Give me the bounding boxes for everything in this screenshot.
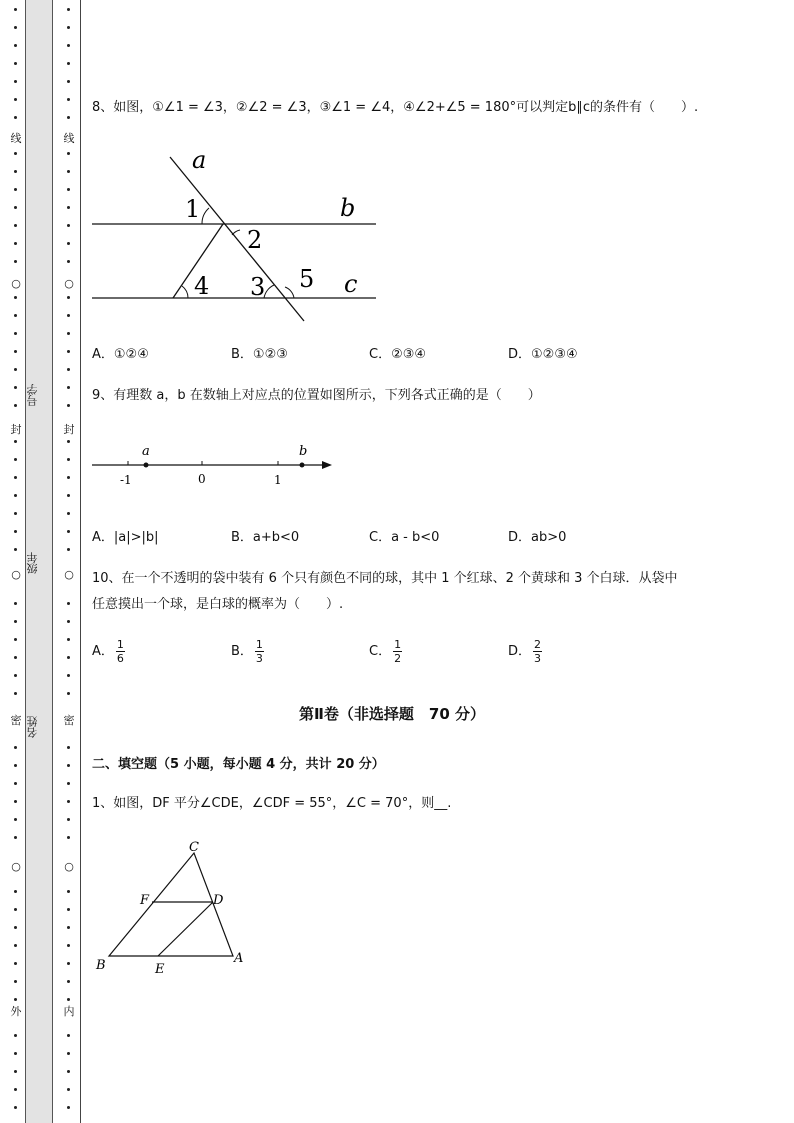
cut-line-dot — [14, 242, 17, 245]
cut-line-dot — [14, 530, 17, 533]
margin-char: 封 — [61, 424, 77, 436]
option-letter: D． — [508, 644, 532, 659]
cut-line-dot — [67, 1106, 70, 1109]
option-letter: A． — [92, 644, 114, 659]
vertex-f-label: F — [140, 893, 150, 908]
margin-char: 线 — [8, 133, 24, 145]
fill-question-1-text: 1、如图，DF 平分∠CDE，∠CDF = 55°，∠C = 70°，则__. — [92, 796, 452, 811]
cut-line-dot — [14, 674, 17, 677]
numerator: 1 — [116, 638, 124, 651]
cut-line-dot — [67, 386, 70, 389]
line-a-label: a — [192, 146, 207, 174]
cut-line-dot — [67, 206, 70, 209]
cut-line-dot — [67, 764, 70, 767]
section-2-title: 第Ⅱ卷（非选择题 70 分） — [299, 705, 485, 723]
question-9-option-d[interactable]: D．ab>0 — [508, 530, 567, 545]
fraction — [393, 638, 402, 665]
cut-line-dot — [67, 926, 70, 929]
cut-line-dot — [14, 926, 17, 929]
question-9-option-b[interactable]: B．a+b<0 — [231, 530, 300, 545]
question-9-option-a[interactable]: A．|a|>|b| — [92, 530, 159, 545]
fill-in-section-heading: 二、填空题（5 小题，每小题 4 分，共计 20 分） — [92, 757, 385, 772]
cut-line-dot — [14, 548, 17, 551]
point-a-label: a — [142, 444, 150, 459]
class-label: 级年 — [26, 552, 39, 574]
cut-line-dot — [67, 80, 70, 83]
cut-line-dot — [67, 296, 70, 299]
cut-line-dot — [14, 962, 17, 965]
cut-line-dot — [14, 890, 17, 893]
cut-line-dot — [14, 746, 17, 749]
cut-line-dot — [14, 44, 17, 47]
cut-line-dot — [67, 1070, 70, 1073]
denominator: 6 — [116, 652, 124, 665]
question-8-option-c[interactable]: C．②③④ — [369, 347, 427, 362]
margin-char: 内 — [61, 1006, 77, 1018]
cut-line-dot — [14, 224, 17, 227]
question-10-option-d[interactable] — [508, 638, 542, 665]
cut-line-dot — [14, 980, 17, 983]
cut-line-dot — [14, 908, 17, 911]
numerator: 2 — [534, 638, 542, 651]
cut-line-dot — [14, 602, 17, 605]
cut-line-dot — [14, 350, 17, 353]
question-8-option-d[interactable]: D．①②③④ — [508, 347, 578, 362]
cut-line-dot — [14, 386, 17, 389]
cut-line-dot — [14, 440, 17, 443]
fraction — [533, 638, 542, 665]
cut-line-dot — [67, 476, 70, 479]
cut-line-dot — [67, 440, 70, 443]
margin-char: 密 — [61, 715, 77, 727]
binding-margin — [0, 0, 82, 1123]
cut-line-dot — [67, 44, 70, 47]
cut-line-dot — [14, 1106, 17, 1109]
cut-line-dot — [14, 836, 17, 839]
cut-line-dot — [14, 152, 17, 155]
angle-3-label: 3 — [250, 273, 266, 301]
cut-line-dot — [67, 980, 70, 983]
cut-line-dot — [14, 1052, 17, 1055]
cut-line-dot — [67, 908, 70, 911]
cut-line-dot — [14, 8, 17, 11]
cut-line-dot — [14, 206, 17, 209]
margin-char: ○ — [8, 278, 24, 290]
question-8-text: 8、如图，①∠1 = ∠3，②∠2 = ∠3，③∠1 = ∠4，④∠2+∠5 = 180°可以判定b∥c的条件有（ ）. — [92, 100, 699, 115]
cut-line-dot — [67, 404, 70, 407]
cut-line-dot — [14, 476, 17, 479]
student-info-band — [25, 0, 53, 1123]
cut-line-dot — [14, 458, 17, 461]
denominator: 3 — [255, 652, 263, 665]
question-9-number-line — [92, 440, 342, 492]
cut-line-dot — [67, 548, 70, 551]
cut-line-dot — [14, 620, 17, 623]
angle-5-label: 5 — [299, 265, 315, 293]
angle-4-label: 4 — [194, 272, 210, 300]
line-b-label: b — [340, 194, 356, 222]
question-10-line-1: 10、在一个不透明的袋中装有 6 个只有颜色不同的球，其中 1 个红球、2 个黄球和 3 个白球．从袋中 — [92, 571, 678, 586]
cut-line-dot — [67, 998, 70, 1001]
cut-line-dot — [14, 116, 17, 119]
margin-char: ○ — [8, 861, 24, 873]
cut-line-dot — [14, 692, 17, 695]
cut-line-dot — [67, 530, 70, 533]
question-10-option-b[interactable] — [231, 638, 264, 665]
point-b-label: b — [299, 444, 308, 459]
cut-line-dot — [67, 746, 70, 749]
cut-line-dot — [67, 620, 70, 623]
fill-question-1-figure — [92, 835, 252, 980]
cut-line-dot — [67, 602, 70, 605]
cut-line-dot — [67, 782, 70, 785]
cut-line-dot — [14, 1070, 17, 1073]
vertex-c-label: C — [189, 840, 199, 855]
cut-line-dot — [67, 638, 70, 641]
margin-char: 线 — [61, 133, 77, 145]
cut-line-dot — [67, 692, 70, 695]
cut-line-dot — [67, 368, 70, 371]
name-label: 名姓 — [26, 716, 39, 738]
numerator: 1 — [394, 638, 402, 651]
cut-line-dot — [67, 890, 70, 893]
cut-line-dot — [14, 944, 17, 947]
margin-rule — [80, 0, 81, 1123]
option-letter: B． — [231, 644, 253, 659]
cut-line-dot — [14, 26, 17, 29]
cut-line-dot — [67, 512, 70, 515]
tick-1-label: 1 — [274, 473, 282, 487]
cut-line-dot — [67, 116, 70, 119]
cut-line-dot — [67, 98, 70, 101]
cut-line-dot — [14, 260, 17, 263]
question-9-text: 9、有理数 a，b 在数轴上对应点的位置如图所示，下列各式正确的是（ ） — [92, 388, 541, 403]
question-9-option-c[interactable]: C．a - b<0 — [369, 530, 440, 545]
student-id-label: 号学 — [26, 384, 39, 406]
question-10-line-2: 任意摸出一个球，是白球的概率为（ ）. — [92, 597, 344, 612]
cut-line-dot — [67, 800, 70, 803]
numerator: 1 — [255, 638, 263, 651]
cut-line-dot — [67, 656, 70, 659]
cut-line-dot — [67, 1088, 70, 1091]
cut-line-dot — [67, 332, 70, 335]
cut-line-dot — [14, 332, 17, 335]
cut-line-dot — [14, 638, 17, 641]
margin-char: ○ — [61, 278, 77, 290]
cut-line-dot — [67, 962, 70, 965]
cut-line-dot — [67, 152, 70, 155]
cut-line-dot — [67, 26, 70, 29]
outer-dotted-cut-line — [10, 0, 22, 1123]
cut-line-dot — [67, 818, 70, 821]
cut-line-dot — [14, 62, 17, 65]
tick-neg1-label: -1 — [120, 473, 132, 487]
angle-1-label: 1 — [185, 195, 201, 223]
cut-line-dot — [14, 368, 17, 371]
cut-line-dot — [67, 458, 70, 461]
cut-line-dot — [14, 98, 17, 101]
cut-line-dot — [67, 836, 70, 839]
cut-line-dot — [14, 494, 17, 497]
angle-2-label: 2 — [247, 226, 263, 254]
cut-line-dot — [14, 998, 17, 1001]
vertex-b-label: B — [96, 958, 106, 973]
fraction — [116, 638, 125, 665]
vertex-a-label: A — [234, 951, 244, 966]
margin-char: 外 — [8, 1006, 24, 1018]
tick-0-label: 0 — [198, 472, 206, 486]
option-letter: C． — [369, 644, 392, 659]
question-8-option-a[interactable]: A．①②④ — [92, 347, 149, 362]
cut-line-dot — [14, 800, 17, 803]
cut-line-dot — [67, 494, 70, 497]
cut-line-dot — [14, 170, 17, 173]
denominator: 2 — [394, 652, 402, 665]
question-10-option-a[interactable] — [92, 638, 125, 665]
cut-line-dot — [67, 8, 70, 11]
cut-line-dot — [14, 764, 17, 767]
cut-line-dot — [14, 80, 17, 83]
cut-line-dot — [67, 314, 70, 317]
cut-line-dot — [67, 1052, 70, 1055]
cut-line-dot — [67, 242, 70, 245]
vertex-d-label: D — [213, 893, 224, 908]
vertex-e-label: E — [155, 962, 165, 977]
cut-line-dot — [67, 224, 70, 227]
cut-line-dot — [67, 944, 70, 947]
question-8-figure — [92, 140, 392, 330]
cut-line-dot — [14, 656, 17, 659]
cut-line-dot — [14, 1088, 17, 1091]
fraction — [255, 638, 264, 665]
cut-line-dot — [67, 1034, 70, 1037]
cut-line-dot — [14, 404, 17, 407]
cut-line-dot — [67, 260, 70, 263]
cut-line-dot — [67, 170, 70, 173]
margin-char: 封 — [8, 424, 24, 436]
cut-line-dot — [67, 350, 70, 353]
margin-char: ○ — [8, 569, 24, 581]
cut-line-dot — [14, 782, 17, 785]
question-10-option-c[interactable] — [369, 638, 402, 665]
denominator: 3 — [534, 652, 542, 665]
margin-char: ○ — [61, 569, 77, 581]
cut-line-dot — [67, 674, 70, 677]
cut-line-dot — [67, 188, 70, 191]
cut-line-dot — [14, 512, 17, 515]
margin-char: 密 — [8, 715, 24, 727]
cut-line-dot — [14, 818, 17, 821]
cut-line-dot — [14, 188, 17, 191]
cut-line-dot — [14, 314, 17, 317]
cut-line-dot — [14, 1034, 17, 1037]
margin-char: ○ — [61, 861, 77, 873]
cut-line-dot — [67, 62, 70, 65]
inner-dotted-cut-line — [63, 0, 75, 1123]
question-8-option-b[interactable]: B．①②③ — [231, 347, 288, 362]
cut-line-dot — [14, 296, 17, 299]
line-c-label: c — [344, 270, 358, 298]
